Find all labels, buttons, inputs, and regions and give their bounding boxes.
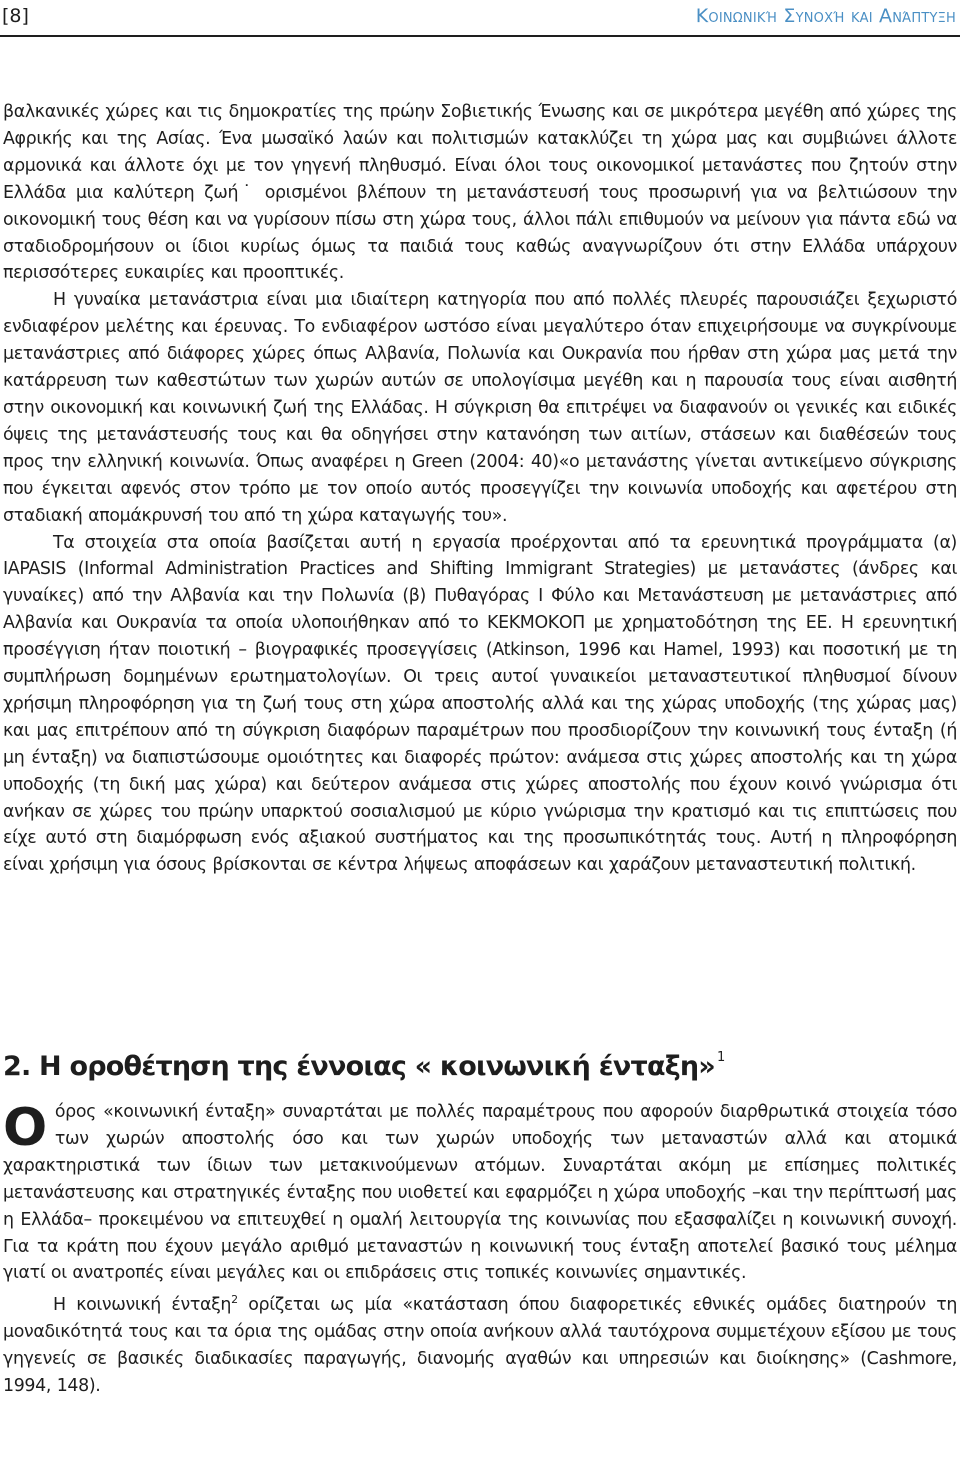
section-paragraph-text: όρος «κοινωνική ένταξη» συναρτάται με πολλές παραμέτρους που αφορούν διαρθρωτικά στοιχεία τόσο των χωρών αποστολής όσο και των χωρών υποδοχής των μεταναστών αλλά και ατομικά χαρακτηριστικά των ίδιων των μετακινούμενων ατόμων. Συναρτάται ακόμη με επίσημες πολιτικές μετανάστευσης και στρατηγικές ένταξης που υιοθετεί και εφαρμόζει η χώρα υποδοχής –και την περίπτωσή μας η Ελλάδα– προκειμένου να επιτευχθεί η ομαλή λειτουργία της κοινωνίας που εξασφαλίζει η κοινωνική συνοχή. Για τα κράτη που έχουν μεγάλο αριθμό μεταναστών η κοινωνική τους ένταξη αποτελεί βασικό τους μέλημα γιατί οι ανατροπές είναι μεγάλες και οι επιδράσεις στις τοπικές κοινωνίες σημαντικές.: [3, 1102, 957, 1284]
page-number-bracket-close: ]: [21, 5, 29, 27]
section-heading: [3, 1040, 957, 1085]
section-paragraph-text: Η κοινωνική ένταξη: [53, 1295, 232, 1316]
footnote-marker: 2: [231, 1293, 238, 1307]
body-paragraph: βαλκανικές χώρες και τις δημοκρατίες της πρώην Σοβιετικής Ένωσης και σε μικρότερα μεγέθη από χώρες της Αφρικής και της Ασίας. Ένα μωσαϊκό λαών και πολιτισμών κατακλύζει τη χώρα μας και συμβιώνει άλλοτε αρμονικά και άλλοτε όχι με τον γηγενή πληθυσμό. Είναι όλοι τους οικονομικοί μετανάστες που ζητούν στην Ελλάδα μια καλύτερη ζωή˙ ορισμένοι βλέπουν τη μετανάστευσή τους προσωρινή για να βελτιώσουν την οικονομική τους θέση και να γυρίσουν πίσω στη χώρα τους, άλλοι πάλι επιθυμούν να μείνουν για πάντα εδώ να σταδιοδρομήσουν οι ίδιοι κυρίως όμως τα παιδιά τους καθώς αναγνωρίζουν ότι στην Ελλάδα υπάρχουν περισσότερες ευκαιρίες και προοπτικές.: [3, 102, 957, 284]
body-text: [3, 99, 957, 879]
section-text: [3, 1099, 957, 1400]
page-number-bracket-open: [: [2, 5, 10, 27]
section-paragraph: [3, 1099, 957, 1287]
header-divider: [0, 35, 960, 37]
section-paragraph: [3, 1287, 957, 1400]
body-paragraph: Τα στοιχεία στα οποία βασίζεται αυτή η εργασία προέρχονται από τα ερευνητικά προγράμματα (α) IAPASIS (Informal Administration Practices and Shifting Immigrant Strategies) με μετανάστες (άνδρες και γυναίκες) από την Αλβανία και την Πολωνία (β) Πυθαγόρας Ι Φύλο και Μετανάστευση με μετανάστριες από Αλβανία και Ουκρανία τα οποία υλοποιήθηκαν από το ΚΕΚΜΟΚΟΠ με χρηματοδότηση της ΕΕ. Η ερευνητική προσέγγιση ήταν ποιοτική – βιογραφικές προσεγγίσεις (Atkinson, 1996 και Hamel, 1993) και ποσοτική με τη συμπλήρωση δομημένων ερωτηματολογίων. Οι τρεις αυτοί γυναικείοι μεταναστευτικοί πληθυσμοί δίνουν χρήσιμη πληροφόρηση για τη ζωή τους στη χώρα αποστολής αλλά και της χώρας υποδοχής (της χώρας μας) και μας επιτρέπουν από τη σύγκριση διαφόρων παραμέτρων που προσδιορίζουν την κοινωνική τους ένταξη (ή μη ένταξη) να διαπιστώσουμε ομοιότητες και διαφορές πρώτον: ανάμεσα στις χώρες αποστολής και τη χώρα υποδοχής (τη δική μας χώρα) και δεύτερον ανάμεσα στις χώρες αποστολής που έχουν κοινό γνώρισμα ότι ανήκαν σε χώρες του πρώην υπαρκτού σοσιαλισμού με κύριο γνώρισμα την κρατισμό και τις επιπτώσεις που είχε αυτό στη διαμόρφωση ενός αξιακού συστήματος και της προσωπικότητάς τους. Αυτή η πληροφόρηση είναι χρήσιμη για όσους βρίσκονται σε κέντρα λήψεως αποφάσεων και χαράζουν μεταναστευτική πολιτική.: [3, 532, 957, 876]
page-header: [0, 0, 960, 40]
section-paragraph-text: ορίζεται ως μία «κατάσταση όπου διαφορετικές εθνικές ομάδες διατηρούν τη μοναδικότητά τους και τα όρια της ομάδας στην οποία ανήκουν αλλά ταυτόχρονα συμμετέχουν εξίσου με τους γηγενείς σε βασικές διαδικασίες παραγωγής, διανομής αγαθών και υπηρεσιών και διοίκησης» (Cashmore, 1994, 148).: [3, 1295, 957, 1397]
running-title: Κοινωνική Συνοχή και Ανάπτυξη: [695, 5, 956, 27]
drop-cap: Ο: [3, 1098, 47, 1158]
section-heading-footnote: 1: [716, 1050, 725, 1065]
page-number-value: 8: [9, 5, 22, 27]
body-paragraph: Η γυναίκα μετανάστρια είναι μια ιδιαίτερη κατηγορία που από πολλές πλευρές παρουσιάζει ξεχωριστό ενδιαφέρον μελέτης και έρευνας. Το ενδιαφέρον ωστόσο είναι μεγαλύτερο όταν επιχειρήσουμε να συγκρίνουμε μετανάστριες από διάφορες χώρες όπως Αλβανία, Πολωνία και Ουκρανία που ήρθαν στη χώρα μας μετά την κατάρρευση των καθεστώτων των χωρών αυτών σε υπολογίσιμα μεγέθη και η παρουσία τους είναι αισθητή στην οικονομική και κοινωνική ζωή της Ελλάδας. Η σύγκριση θα επιτρέψει να διαφανούν οι γενικές και ειδικές όψεις της μετανάστευσής τους και θα οδηγήσει στην κατανόηση των αιτίων, στάσεων και διαθέσεών τους προς την ελληνική κοινωνία. Όπως αναφέρει η Green (2004: 40)«ο μετανάστης γίνεται αντικείμενο σύγκρισης που έγκειται αφενός στον τρόπο με τον οποίο αυτός προσεγγίζει την κοινωνία υποδοχής και αφετέρου στη σταδιακή απομάκρυνσή του από τη χώρα καταγωγής του».: [3, 290, 957, 526]
page-number: [2, 4, 29, 28]
section-heading-text: 2. Η οροθέτηση της έννοιας « κοινωνική ένταξη»: [3, 1051, 715, 1082]
